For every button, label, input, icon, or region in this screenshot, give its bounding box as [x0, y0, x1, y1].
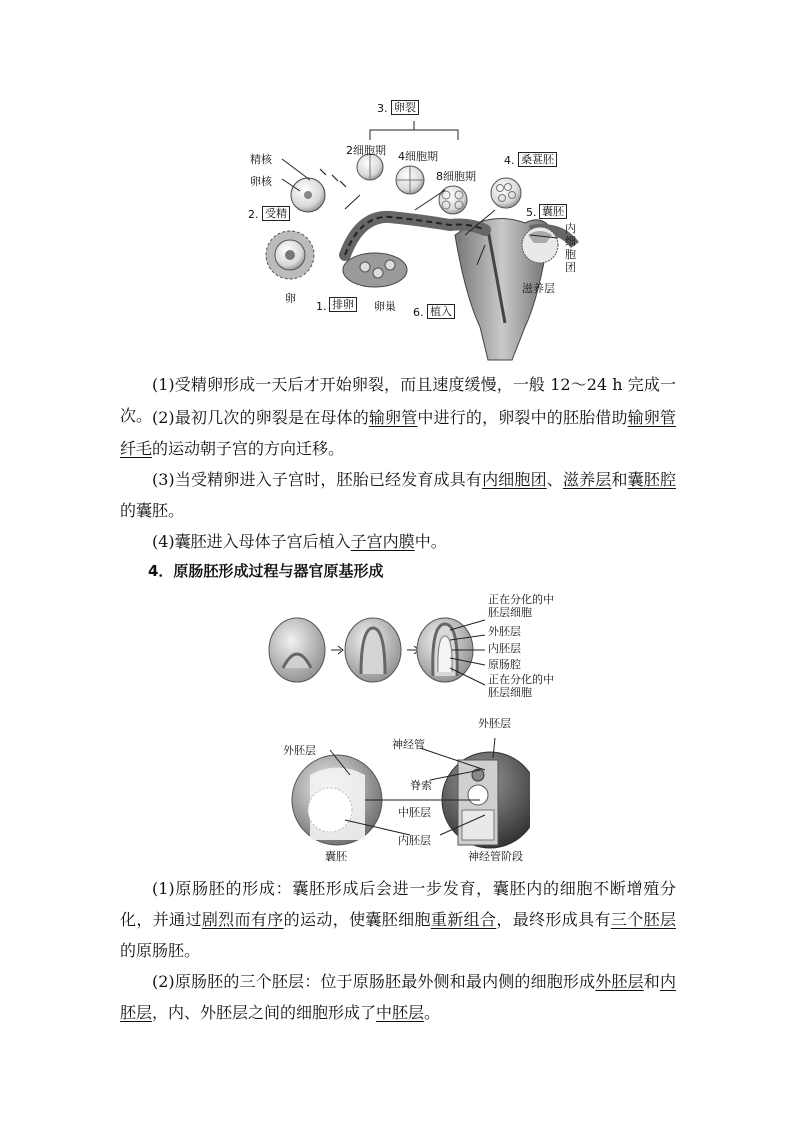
- label-step1: 1.: [316, 300, 327, 313]
- label-egg-nucleus: 卵核: [250, 175, 272, 188]
- morula-embryo: [491, 178, 521, 208]
- label-4cell: 4细胞期: [398, 150, 438, 163]
- paragraph-4-1: (1)原肠胚的形成：囊胚形成后会进一步发育，囊胚内的细胞不断增殖分化，并通过剧烈而有序的运动，使囊胚细胞重新组合，最终形成具有三个胚层的原肠胚。: [120, 879, 676, 960]
- label-mesoderm-diff-top: 正在分化的中胚层细胞: [488, 593, 554, 619]
- label-left-ectoderm: 外胚层: [283, 744, 316, 757]
- label-step3: 3.: [377, 102, 388, 115]
- label-endoderm: 内胚层: [488, 642, 521, 655]
- paragraph-3-3: (3)当受精卵进入子宫时，胚胎已经发育成具有内细胞团、滋养层和囊胚腔的囊胚。: [120, 470, 676, 520]
- label-step2: 2.: [248, 208, 259, 221]
- underline-ectoderm: 外胚层: [595, 972, 644, 991]
- label-cleavage: 卵裂: [391, 100, 419, 115]
- label-sperm-nucleus: 精核: [250, 153, 272, 166]
- gastrulation-pointers: [440, 610, 490, 700]
- label-archenteron: 原肠腔: [488, 658, 521, 671]
- underline-trophoblast: 滋养层: [562, 470, 612, 489]
- paragraph-3-1: (1)受精卵形成一天后才开始卵裂，而且速度缓慢，一般 12～24 h 完成一次。: [120, 375, 676, 425]
- underline-oviduct-cilia: 输卵管纤毛: [120, 408, 676, 458]
- label-ovary: 卵巢: [374, 300, 396, 313]
- underline-endoderm: 内胚层: [120, 972, 676, 1022]
- paragraph-4-2: (2)原肠胚的三个胚层：位于原肠胚最外侧和最内侧的细胞形成外胚层和内胚层，内、外胚层之间的细胞形成了中胚层。: [120, 972, 676, 1022]
- paragraph-3-2: (2)最初几次的卵裂是在母体的输卵管中进行的，卵裂中的胚胎借助输卵管纤毛的运动朝子宫的方向迁移。: [120, 408, 676, 458]
- label-morula: 桑葚胚: [518, 152, 557, 167]
- caption-blastocyst: 囊胚: [325, 850, 347, 863]
- underline-three-germ-layers: 三个胚层: [610, 910, 676, 929]
- label-fertilization: 受精: [262, 206, 290, 221]
- underline-intense-orderly: 剧烈而有序: [201, 910, 284, 929]
- label-ovulation: 排卵: [329, 297, 357, 312]
- label-step5: 5.: [526, 206, 537, 219]
- underline-endometrium: 子宫内膜: [350, 532, 415, 551]
- label-blastocyst: 囊胚: [539, 204, 567, 219]
- label-egg: 卵: [285, 292, 296, 305]
- label-inner-cell-mass: 内细胞团: [565, 222, 576, 274]
- label-implantation: 植入: [427, 304, 455, 319]
- eight-cell-embryo: [439, 186, 467, 214]
- label-notochord: 脊索: [410, 779, 432, 792]
- label-step4: 4.: [504, 154, 515, 167]
- underline-blastocoel: 囊胚腔: [627, 470, 676, 489]
- underline-inner-cell-mass: 内细胞团: [482, 470, 547, 489]
- label-8cell: 8细胞期: [436, 170, 476, 183]
- section-4-heading: 4．原肠胚形成过程与器官原基形成: [148, 562, 384, 580]
- label-ectoderm: 外胚层: [488, 625, 521, 638]
- underline-recombine: 重新组合: [430, 910, 497, 929]
- label-endoderm-fig3: 内胚层: [398, 834, 431, 847]
- underline-mesoderm: 中胚层: [376, 1003, 425, 1022]
- label-mesoderm: 中胚层: [398, 806, 431, 819]
- label-right-ectoderm: 外胚层: [478, 717, 511, 730]
- underline-oviduct: 输卵管: [368, 408, 418, 427]
- caption-neural-tube-stage: 神经管阶段: [468, 850, 523, 863]
- label-step6: 6.: [413, 306, 424, 319]
- paragraph-3-4: (4)囊胚进入母体子宫后植入子宫内膜中。: [152, 532, 447, 551]
- label-neural-tube: 神经管: [392, 738, 425, 751]
- label-2cell: 2细胞期: [346, 144, 386, 157]
- label-trophoblast: 滋养层: [522, 282, 555, 295]
- reproductive-tract-diagram: [240, 95, 680, 365]
- label-mesoderm-diff-bottom: 正在分化的中胚层细胞: [488, 673, 554, 699]
